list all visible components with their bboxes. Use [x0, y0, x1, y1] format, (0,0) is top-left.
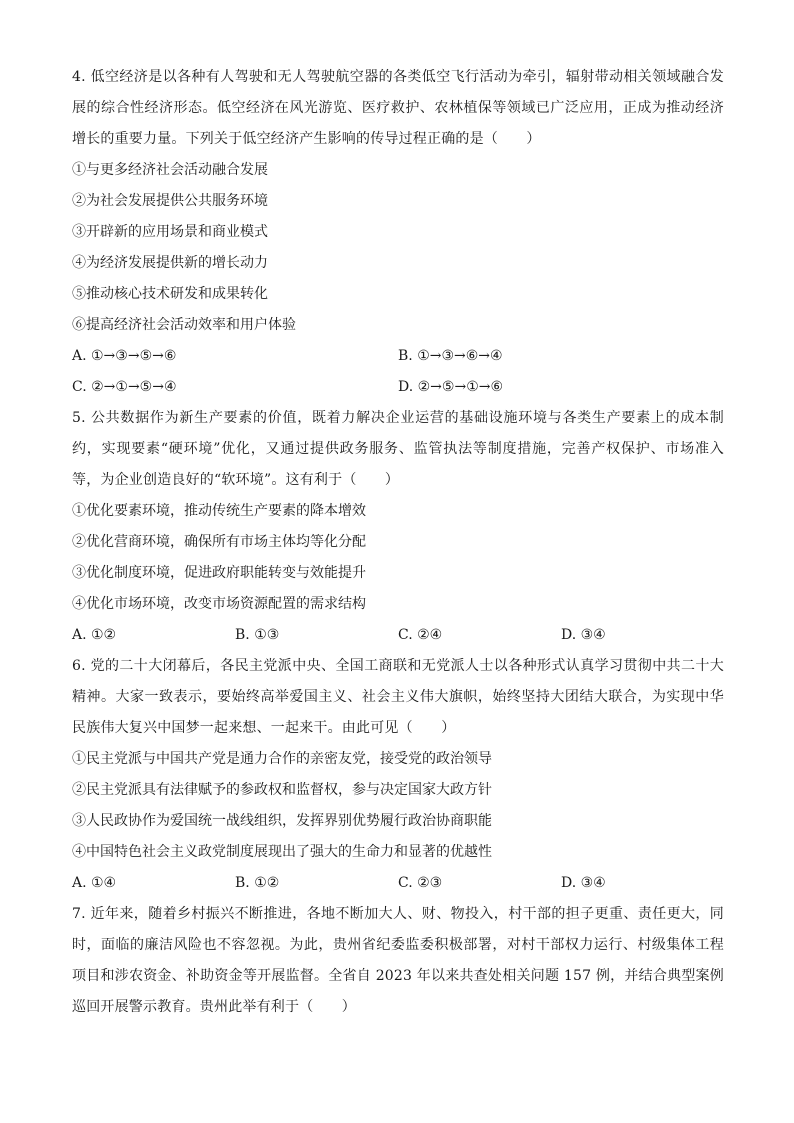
- option-a: A. ①④: [72, 875, 117, 891]
- statement-item: ②为社会发展提供公共服务环境: [72, 193, 268, 209]
- option-b: B. ①②: [235, 875, 280, 891]
- option-b: B. ①③: [235, 627, 280, 643]
- statement-item: ③开辟新的应用场景和商业模式: [72, 224, 268, 240]
- option-d: D. ③④: [561, 875, 606, 891]
- statement-item: ②优化营商环境，确保所有市场主体均等化分配: [72, 534, 366, 550]
- option-c: C. ②④: [398, 627, 443, 643]
- option-c: C. ②→①→⑤→④: [72, 379, 177, 395]
- option-d: D. ②→⑤→①→⑥: [398, 379, 504, 395]
- answer-options: [72, 341, 724, 403]
- statement-item: ④中国特色社会主义政党制度展现出了强大的生命力和显著的优越性: [72, 844, 492, 860]
- statement-item: ③优化制度环境，促进政府职能转变与效能提升: [72, 565, 366, 581]
- question-7: [72, 899, 724, 1023]
- statement-item: ①优化要素环境，推动传统生产要素的降本增效: [72, 503, 366, 519]
- statement-item: ④为经济发展提供新的增长动力: [72, 255, 268, 271]
- option-c: C. ②③: [398, 875, 443, 891]
- exam-page: [72, 62, 724, 1023]
- statement-item: ⑤推动核心技术研发和成果转化: [72, 286, 268, 302]
- answer-options: [72, 620, 724, 651]
- statement-item: ①与更多经济社会活动融合发展: [72, 162, 268, 178]
- question-stem: 5. 公共数据作为新生产要素的价值，既着力解决企业运营的基础设施环境与各类生产要素上的成本制约，实现要素“硬环境”优化，又通过提供政务服务、监管执法等制度措施，完善产权保护、市场准入等，为企业创造良好的“软环境”。这有利于（ ）: [72, 410, 724, 488]
- option-a: A. ①②: [72, 627, 117, 643]
- statement-item: ②民主党派具有法律赋予的参政权和监督权，参与决定国家大政方针: [72, 782, 492, 798]
- statement-item: ①民主党派与中国共产党是通力合作的亲密友党，接受党的政治领导: [72, 751, 492, 767]
- statement-item: ⑥提高经济社会活动效率和用户体验: [72, 317, 296, 333]
- answer-options: [72, 868, 724, 899]
- question-stem: 6. 党的二十大闭幕后，各民主党派中央、全国工商联和无党派人士以各种形式认真学习贯彻中共二十大精神。大家一致表示，要始终高举爱国主义、社会主义伟大旗帜，始终坚持大团结大联合，为实现中华民族伟大复兴中国梦一起来想、一起来干。由此可见（ ）: [72, 658, 724, 736]
- option-a: A. ①→③→⑤→⑥: [72, 348, 177, 364]
- question-stem: 4. 低空经济是以各种有人驾驶和无人驾驶航空器的各类低空飞行活动为牵引，辐射带动相关领域融合发展的综合性经济形态。低空经济在风光游览、医疗救护、农林植保等领域已广泛应用，正成为推动经济增长的重要力量。下列关于低空经济产生影响的传导过程正确的是（ ）: [72, 69, 724, 147]
- question-6: [72, 651, 724, 899]
- question-4: [72, 62, 724, 403]
- question-5: [72, 403, 724, 651]
- statement-item: ④优化市场环境，改变市场资源配置的需求结构: [72, 596, 366, 612]
- statement-item: ③人民政协作为爱国统一战线组织，发挥界别优势履行政治协商职能: [72, 813, 492, 829]
- option-d: D. ③④: [561, 627, 606, 643]
- option-b: B. ①→③→⑥→④: [398, 348, 503, 364]
- question-stem: 7. 近年来，随着乡村振兴不断推进，各地不断加大人、财、物投入，村干部的担子更重、责任更大，同时，面临的廉洁风险也不容忽视。为此，贵州省纪委监委积极部署，对村干部权力运行、村级集体工程项目和涉农资金、补助资金等开展监督。全省自 2023 年以来共查处相关问题 157 例，并结合典型案例巡回开展警示教育。贵州此举有利于（ ）: [72, 906, 724, 1015]
